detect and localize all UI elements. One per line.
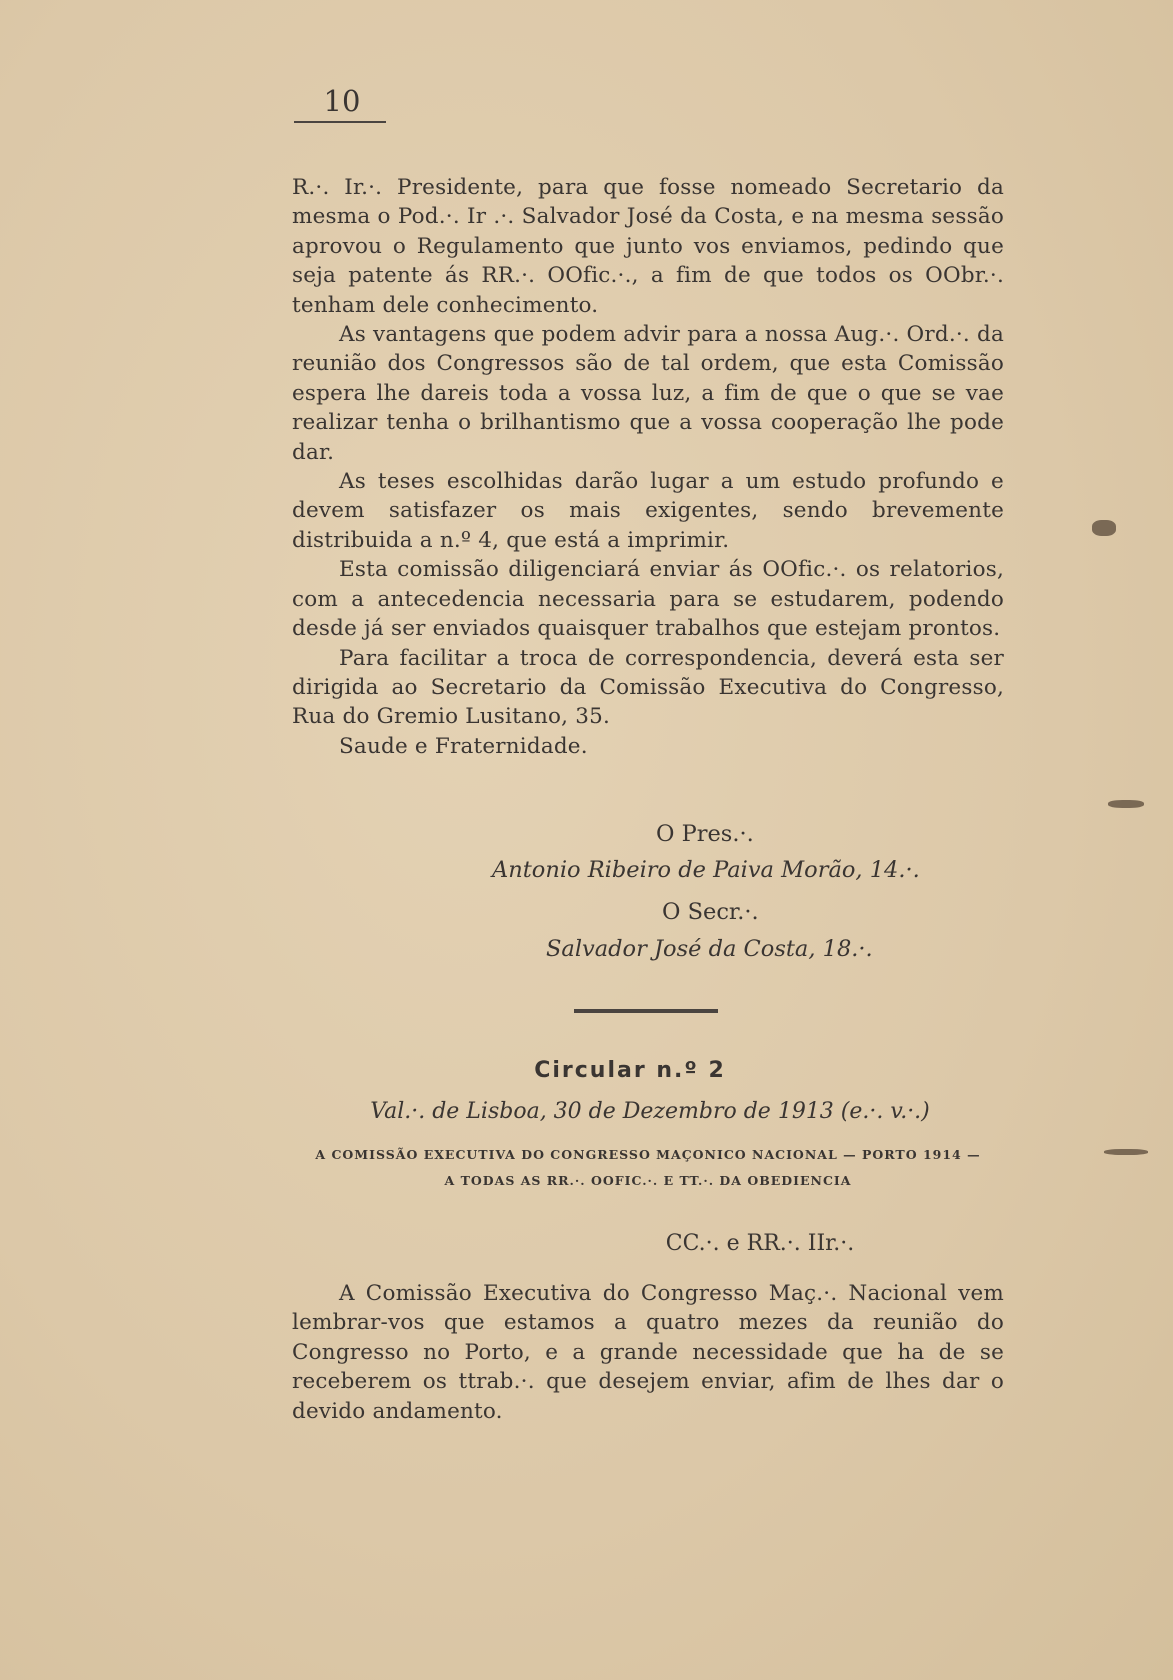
closing-line: Saude e Fraternidade. bbox=[339, 733, 588, 759]
circular-dateline: Val.·. de Lisboa, 30 de Dezembro de 1913 (e.·. v.·.) bbox=[370, 1099, 930, 1124]
paragraph-4: Esta comissão diligenciará enviar ás OOfic.·. os relatorios, com a antecedencia necessaria para se estudarem, podendo desde já ser enviados quaisquer trabalhos que estejam prontos. bbox=[292, 557, 1004, 642]
page-blemish bbox=[1104, 1149, 1148, 1155]
secretary-title: O Secr.·. bbox=[662, 899, 759, 925]
secretary-name: Salvador José da Costa, 18.·. bbox=[546, 936, 873, 962]
letter-body bbox=[292, 173, 1004, 761]
circular-body bbox=[292, 1279, 1004, 1426]
circular-paragraph: A Comissão Executiva do Congresso Maç.·. Nacional vem lembrar-vos que estamos a quatro mezes da reunião do Congresso no Porto, e a grande necessidade que ha de se receberem os ttrab.·. que desejem enviar, afim de lhes dar o devido andamento. bbox=[292, 1281, 1004, 1424]
paragraph-1: R.·. Ir.·. Presidente, para que fosse nomeado Secretario da mesma o Pod.·. Ir .·. Salvador José da Costa, e na mesma sessão aprovou o Regulamento que junto vos enviamos, pedindo que seja patente ás RR.·. OOfic.·., a fim de que todos os OObr.·. tenham dele conhecimento. bbox=[292, 175, 1004, 318]
page-number: 10 bbox=[323, 84, 361, 118]
address-line-1: A COMISSÃO EXECUTIVA DO CONGRESSO MAÇONICO NACIONAL — PORTO 1914 — bbox=[315, 1147, 981, 1162]
salutation: CC.·. e RR.·. IIr.·. bbox=[665, 1231, 855, 1256]
president-name: Antonio Ribeiro de Paiva Morão, 14.·. bbox=[492, 857, 920, 883]
circular-heading: Circular n.º 2 bbox=[534, 1058, 726, 1083]
page-number-rule bbox=[294, 121, 386, 123]
president-title: O Pres.·. bbox=[656, 821, 754, 847]
address-line-2: A TODAS AS RR.·. OOFIC.·. E TT.·. DA OBEDIENCIA bbox=[444, 1173, 852, 1188]
paragraph-3: As teses escolhidas darão lugar a um estudo profundo e devem satisfazer os mais exigentes, sendo brevemente distribuida a n.º 4, que está a imprimir. bbox=[292, 469, 1004, 553]
section-separator bbox=[574, 1009, 718, 1013]
paragraph-5: Para facilitar a troca de correspondencia, deverá esta ser dirigida ao Secretario da Comissão Executiva do Congresso, Rua do Gremio Lusitano, 35. bbox=[292, 645, 1004, 730]
paragraph-2: As vantagens que podem advir para a nossa Aug.·. Ord.·. da reunião dos Congressos são de tal ordem, que esta Comissão espera lhe dareis toda a vossa luz, a fim de que o que se vae realizar tenha o brilhantismo que a vossa cooperação lhe pode dar. bbox=[292, 322, 1004, 465]
page-blemish bbox=[1108, 800, 1144, 808]
page-blemish bbox=[1092, 520, 1116, 536]
